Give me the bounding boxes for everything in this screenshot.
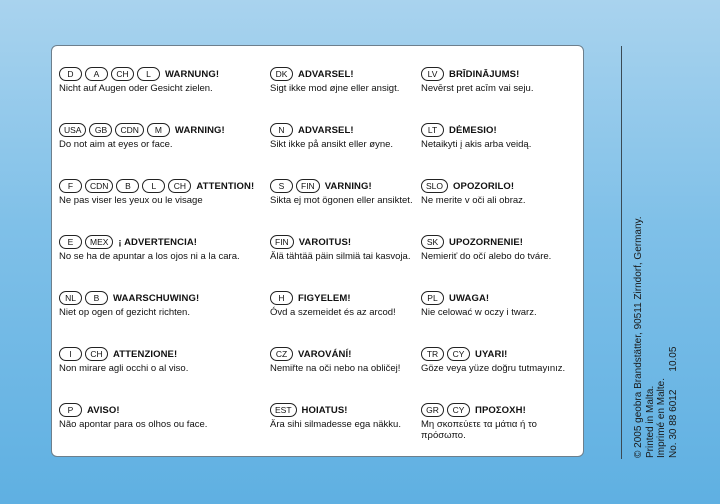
warning-header: [59, 234, 270, 250]
country-code-badge: CH: [168, 179, 191, 193]
country-code-badge: CY: [447, 403, 470, 417]
country-code-badge: GR: [421, 403, 444, 417]
country-code-badge: CDN: [115, 123, 143, 137]
warning-grid: [59, 66, 579, 452]
warning-heading: AVISO!: [87, 404, 120, 416]
warning-message: Niet op ogen of gezicht richten.: [59, 307, 190, 318]
country-code-badge: P: [59, 403, 82, 417]
warning-entry: [421, 234, 571, 290]
warning-heading: ATTENTION!: [196, 180, 255, 192]
warning-message: Netaikyti į akis arba veidą.: [421, 139, 532, 150]
warning-message: Nemiřte na oči nebo na obličej!: [270, 363, 401, 374]
country-code-badge: FIN: [296, 179, 320, 193]
country-code-badge: M: [147, 123, 170, 137]
country-code-badge: PL: [421, 291, 444, 305]
warning-header: [59, 178, 270, 194]
warning-entry: [270, 234, 421, 290]
printed-line-en: Printed in Malta.: [644, 385, 656, 458]
warning-heading: VARNING!: [324, 180, 372, 192]
warning-message: No se ha de apuntar a los ojos ni a la cara.: [59, 251, 240, 262]
warning-entry: [59, 290, 270, 346]
warning-card: [51, 45, 584, 457]
country-code-badge: D: [59, 67, 82, 81]
warning-heading: UWAGA!: [449, 292, 490, 304]
country-code-badge: L: [137, 67, 160, 81]
warning-entry: [270, 402, 421, 458]
warning-message: Não apontar para os olhos ou face.: [59, 419, 208, 430]
warning-message: Nemieriť do očí alebo do tváre.: [421, 251, 552, 262]
warning-heading: BRĪDINĀJUMS!: [449, 68, 520, 80]
warning-entry: [59, 66, 270, 122]
warning-message: Ne merite v oči ali obraz.: [421, 195, 526, 206]
warning-header: [270, 346, 421, 362]
warning-message: Sikt ikke på ansikt eller øyne.: [270, 139, 394, 150]
warning-header: [270, 234, 421, 250]
warning-heading: WARNUNG!: [165, 68, 220, 80]
warning-entry: [270, 66, 421, 122]
country-code-badge: CDN: [85, 179, 113, 193]
warning-heading: UYARI!: [475, 348, 508, 360]
warning-message: Ära sihi silmadesse ega näkku.: [270, 419, 401, 430]
warning-header: [421, 66, 571, 82]
country-code-badge: CZ: [270, 347, 293, 361]
warning-heading: UPOZORNENIE!: [449, 236, 524, 248]
copyright-line: © 2005 geobra Brandstätter, 90511 Zirndorf, Germany.: [633, 216, 644, 458]
warning-entry: [59, 346, 270, 402]
warning-entry: [270, 122, 421, 178]
country-code-badge: LT: [421, 123, 444, 137]
warning-message: Do not aim at eyes or face.: [59, 139, 173, 150]
warning-message: Ne pas viser les yeux ou le visage: [59, 195, 203, 206]
warning-header: [421, 346, 571, 362]
warning-heading: ΠΡΟΣΟΧΗ!: [475, 404, 526, 416]
warning-header: [421, 290, 571, 306]
warning-header: [270, 290, 421, 306]
country-code-badge: N: [270, 123, 293, 137]
country-code-badge: TR: [421, 347, 444, 361]
country-code-badge: F: [59, 179, 82, 193]
warning-header: [59, 402, 270, 418]
warning-message: Μη σκοπεύετε τα μάτια ή το πρόσωπο.: [421, 419, 537, 441]
warning-heading: OPOZORILO!: [453, 180, 515, 192]
warning-message: Sikta ej mot ögonen eller ansiktet.: [270, 195, 413, 206]
warning-heading: ADVARSEL!: [298, 124, 354, 136]
warning-entry: [270, 178, 421, 234]
country-code-badge: DK: [270, 67, 293, 81]
warning-heading: FIGYELEM!: [298, 292, 351, 304]
publisher-info: [633, 118, 679, 458]
warning-entry: [59, 122, 270, 178]
country-code-badge: SK: [421, 235, 444, 249]
warning-header: [59, 346, 270, 362]
warning-message: Älä tähtää päin silmiä tai kasvoja.: [270, 251, 411, 262]
product-number-row: [668, 118, 680, 458]
warning-header: [270, 122, 421, 138]
warning-heading: WARNING!: [174, 124, 225, 136]
country-code-badge: USA: [59, 123, 86, 137]
warning-header: [421, 178, 571, 194]
warning-entry: [421, 122, 571, 178]
warning-header: [270, 402, 421, 418]
country-code-badge: FIN: [270, 235, 294, 249]
warning-message: Sigt ikke mod øjne eller ansigt.: [270, 83, 400, 94]
warning-header: [270, 66, 421, 82]
warning-heading: VAROVÁNÍ!: [298, 348, 352, 360]
warning-heading: ¡ ADVERTENCIA!: [118, 236, 198, 248]
warning-entry: [59, 234, 270, 290]
warning-header: [59, 290, 270, 306]
warning-heading: DĖMESIO!: [449, 124, 497, 136]
warning-message: Nicht auf Augen oder Gesicht zielen.: [59, 83, 213, 94]
warning-heading: ATTENZIONE!: [113, 348, 178, 360]
country-code-badge: GB: [89, 123, 112, 137]
warning-message: Göze veya yüze doğru tutmayınız.: [421, 363, 566, 374]
country-code-badge: B: [116, 179, 139, 193]
warning-entry: [270, 346, 421, 402]
country-code-badge: LV: [421, 67, 444, 81]
warning-header: [59, 122, 270, 138]
country-code-badge: CY: [447, 347, 470, 361]
warning-entry: [421, 402, 571, 458]
warning-entry: [59, 178, 270, 234]
warning-heading: VAROITUS!: [298, 236, 352, 248]
product-number: No. 30 88 6012: [667, 389, 679, 458]
warning-header: [421, 122, 571, 138]
warning-header: [421, 402, 571, 418]
country-code-badge: E: [59, 235, 82, 249]
warning-message: Nie celować w oczy i twarz.: [421, 307, 537, 318]
country-code-badge: CH: [85, 347, 108, 361]
country-code-badge: MEX: [85, 235, 113, 249]
warning-header: [421, 234, 571, 250]
country-code-badge: H: [270, 291, 293, 305]
country-code-badge: B: [85, 291, 108, 305]
warning-entry: [421, 346, 571, 402]
warning-entry: [270, 290, 421, 346]
warning-entry: [421, 66, 571, 122]
country-code-badge: SLO: [421, 179, 448, 193]
country-code-badge: L: [142, 179, 165, 193]
vertical-divider: [621, 46, 622, 459]
warning-entry: [421, 290, 571, 346]
country-code-badge: CH: [111, 67, 134, 81]
warning-heading: ADVARSEL!: [298, 68, 354, 80]
country-code-badge: EST: [270, 403, 297, 417]
country-code-badge: I: [59, 347, 82, 361]
warning-entry: [59, 402, 270, 458]
edition-date: 10.05: [667, 346, 679, 372]
warning-header: [270, 178, 421, 194]
warning-message: Nevērst pret acīm vai seju.: [421, 83, 534, 94]
country-code-badge: S: [270, 179, 293, 193]
warning-heading: WAARSCHUWING!: [113, 292, 200, 304]
country-code-badge: NL: [59, 291, 82, 305]
warning-entry: [421, 178, 571, 234]
warning-message: Óvd a szemeidet és az arcod!: [270, 307, 396, 318]
warning-heading: HOIATUS!: [301, 404, 348, 416]
country-code-badge: A: [85, 67, 108, 81]
printed-line-fr: Imprimé en Malte.: [656, 377, 667, 458]
warning-message: Non mirare agli occhi o al viso.: [59, 363, 189, 374]
warning-header: [59, 66, 270, 82]
